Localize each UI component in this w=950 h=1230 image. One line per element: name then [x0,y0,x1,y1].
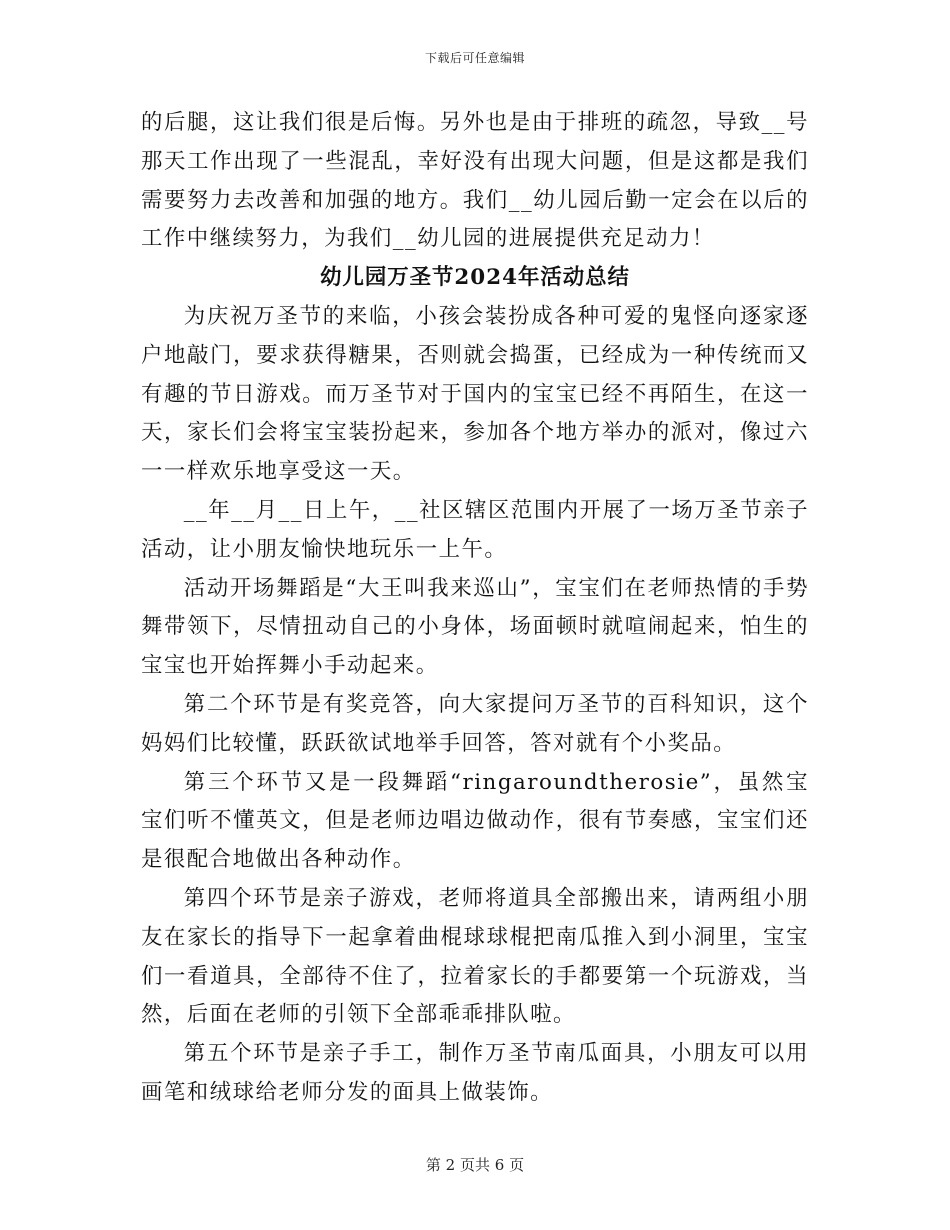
section-title: 幼儿园万圣节2024年活动总结 [320,265,630,291]
paragraph-second-dance: 第三个环节又是一段舞蹈“ringaroundtherosie”，虽然宝宝们听不懂英文，但是老师边唱边做动作，很有节奏感，宝宝们还是很配合地做出各种动作。 [141,769,809,873]
paragraph-event-date: __年__月__日上午，__社区辖区范围内开展了一场万圣节亲子活动，让小朋友愉快地玩乐一上午。 [141,497,809,562]
page-footer: 第 2 页共 6 页 [425,1156,525,1174]
document-body [141,104,809,1113]
paragraph-opening-dance: 活动开场舞蹈是“大王叫我来巡山”，宝宝们在老师热情的手势舞带领下，尽情扭动自己的小身体，场面顿时就喧闹起来，怕生的宝宝也开始挥舞小手动起来。 [141,575,809,679]
continuation-paragraph: 的后腿，这让我们很是后悔。另外也是由于排班的疏忽，导致__号那天工作出现了一些混乱，幸好没有出现大问题，但是这都是我们需要努力去改善和加强的地方。我们__幼儿园后勤一定会在以后的工作中继续努力，为我们__幼儿园的进展提供充足动力！ [141,110,809,252]
paragraph-intro: 为庆祝万圣节的来临，小孩会装扮成各种可爱的鬼怪向逐家逐户地敲门，要求获得糖果，否则就会捣蛋，已经成为一种传统而又有趣的节日游戏。而万圣节对于国内的宝宝已经不再陌生，在这一天，家长们会将宝宝装扮起来，参加各个地方举办的派对，像过六一一样欢乐地享受这一天。 [141,303,809,485]
page-header: 下载后可任意编辑 [424,51,525,65]
paragraph-parent-child-game: 第四个环节是亲子游戏，老师将道具全部搬出来，请两组小朋友在家长的指导下一起拿着曲棍球球棍把南瓜推入到小洞里，宝宝们一看道具，全部待不住了，拉着家长的手都要第一个玩游戏，当然，后面在老师的引领下全部乖乖排队啦。 [141,885,809,1028]
paragraph-handcraft: 第五个环节是亲子手工，制作万圣节南瓜面具，小朋友可以用画笔和绒球给老师分发的面具上做装饰。 [141,1041,809,1105]
paragraph-quiz: 第二个环节是有奖竞答，向大家提问万圣节的百科知识，这个妈妈们比较懂，跃跃欲试地举手回答，答对就有个小奖品。 [141,691,809,756]
